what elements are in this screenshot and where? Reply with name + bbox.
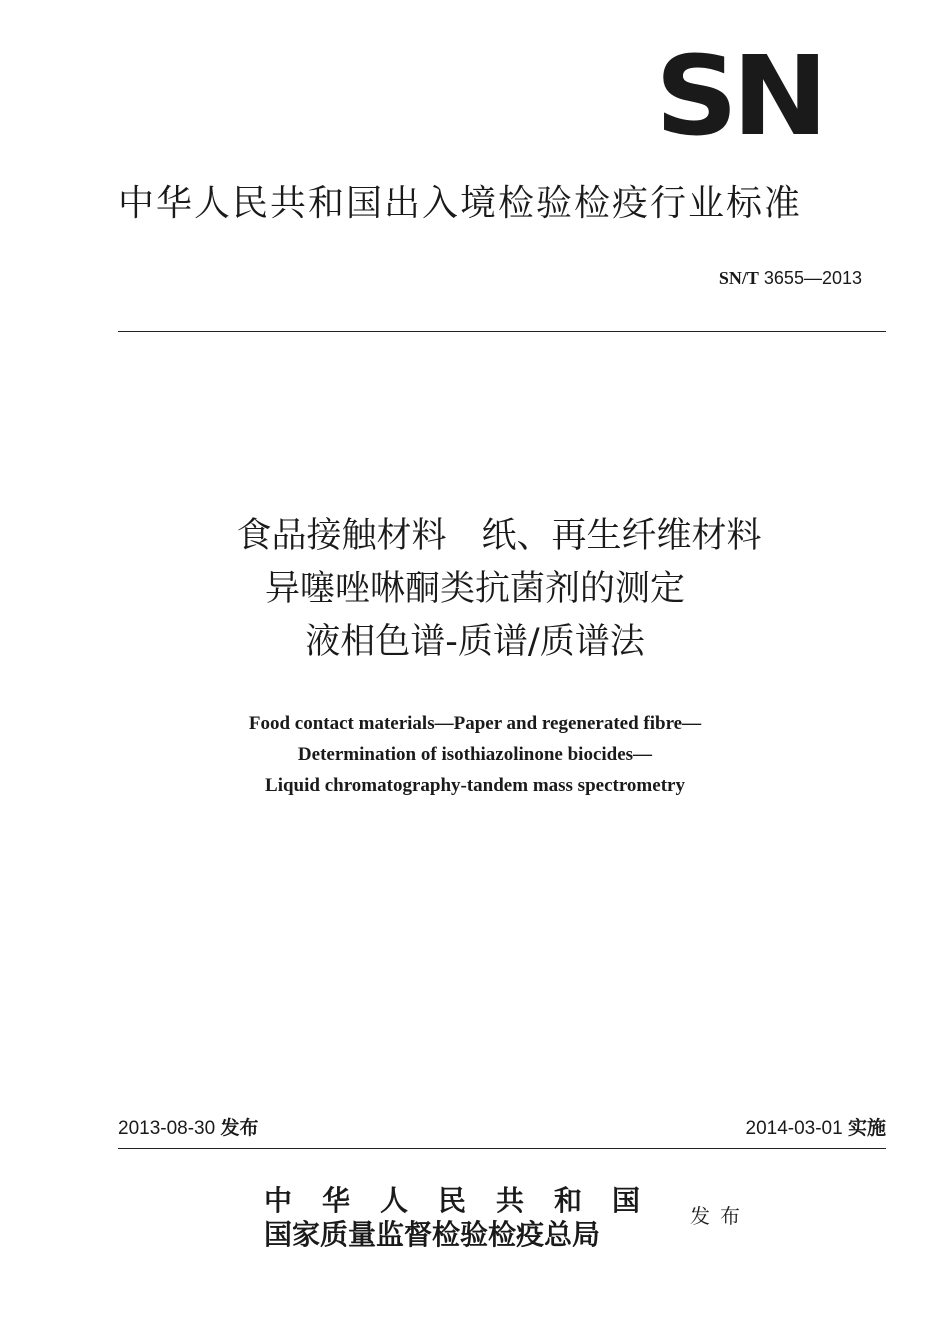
english-title-line: Liquid chromatography-tandem mass spectrometry <box>265 775 685 796</box>
bottom-divider <box>118 1148 886 1149</box>
top-divider <box>118 331 886 332</box>
chinese-title-line: 异噻唑啉酮类抗菌剂的测定 <box>264 569 685 609</box>
english-title-line: Determination of isothiazolinone biocides— <box>297 744 653 765</box>
sn-logo: SN <box>655 32 823 160</box>
english-title <box>0 708 950 801</box>
issue-date <box>118 1114 259 1143</box>
implementation-date-value: 2014-03-01 <box>745 1118 843 1139</box>
standard-number-value: 3655—2013 <box>763 268 862 288</box>
implementation-date <box>746 1114 887 1143</box>
implementation-label: 实施 <box>847 1117 886 1139</box>
standard-number <box>719 264 862 292</box>
issue-date-value: 2013-08-30 <box>118 1118 216 1139</box>
publish-label: 发布 <box>690 1204 750 1228</box>
publisher-line-1: 中华人民共和国 <box>264 1184 671 1217</box>
publisher <box>264 1184 671 1252</box>
chinese-title <box>0 510 950 669</box>
english-title-line: Food contact materials—Paper and regenerated fibre— <box>248 713 702 734</box>
chinese-title-line: 食品接触材料 纸、再生纤维材料 <box>236 516 762 556</box>
chinese-title-line: 液相色谱-质谱/质谱法 <box>305 622 645 662</box>
standard-code: SN/T <box>718 268 759 288</box>
industry-standard-title: 中华人民共和国出入境检验检疫行业标准 <box>118 183 803 224</box>
publisher-line-2: 国家质量监督检验检疫总局 <box>264 1218 601 1251</box>
issue-label: 发布 <box>220 1117 259 1139</box>
